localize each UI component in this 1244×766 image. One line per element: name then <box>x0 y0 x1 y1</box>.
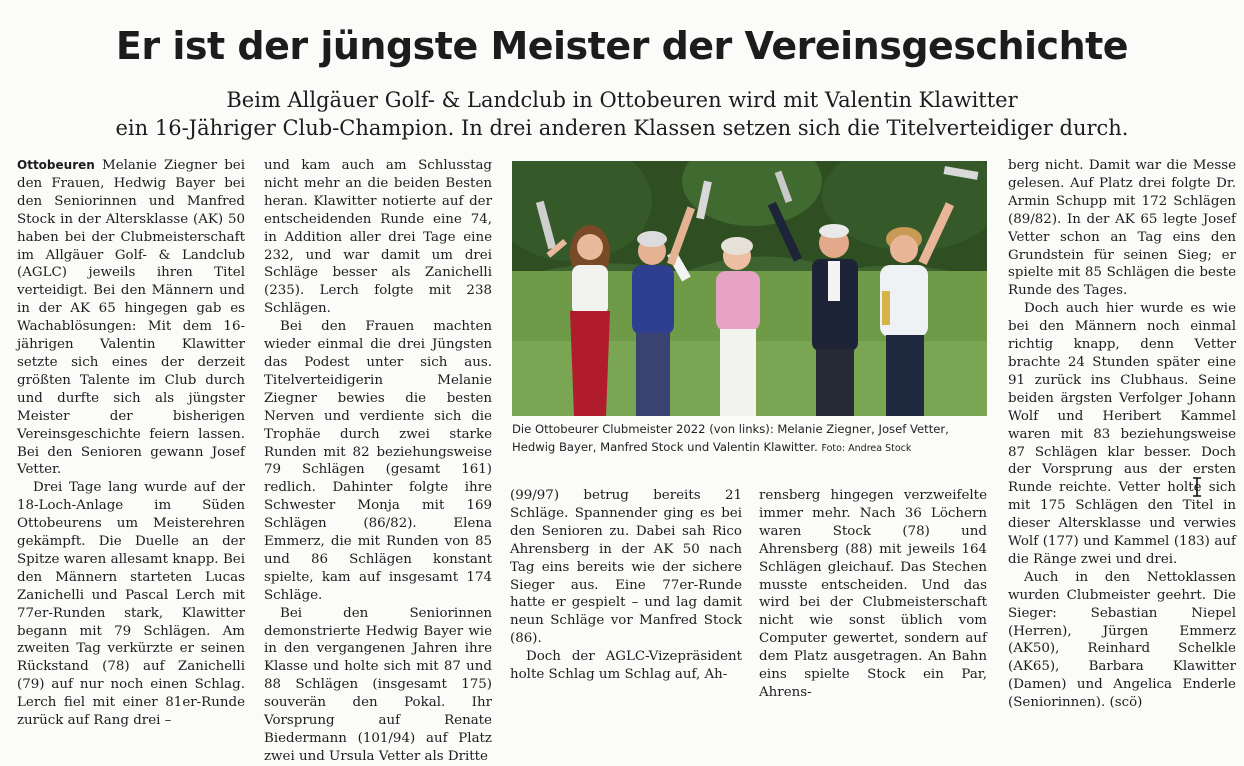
subheadline-line-2: ein 16-Jähriger Club-Champion. In drei anderen Klassen setzen sich die Titelverteidiger durch. <box>115 116 1129 140</box>
paragraph: Auch in den Nettoklassen wurden Clubmeister geehrt. Die Sieger: Sebastian Niepel (Herren), Jürgen Emmerz (AK50), Reinhard Schelkle (AK65), Barbara Klawitter (Damen) und Angelica Enderle (Seniorinnen). (scö) <box>1008 569 1236 711</box>
paragraph: Bei den Frauen machten wieder einmal die drei Jüngsten das Podest unter sich aus. Titelverteidigerin Melanie Ziegner bewies die besten Nerven und verdiente sich die Trophäe durch zwei starke Runden mit 82 beziehungsweise 79 Schlägen (gesamt 161) redlich. Dahinter folgte ihre Schwester Monja mit 169 Schlägen (86/82). Elena Emmerz, die mit Runden von 85 und 86 Schlägen konstant spielte, kam auf insgesamt 174 Schläge. <box>264 319 492 603</box>
subheadline-line-1: Beim Allgäuer Golf- & Landclub in Ottobeuren wird mit Valentin Klawitter <box>226 88 1018 112</box>
paragraph: Bei den Seniorinnen demonstrierte Hedwig Bayer wie in den vergangenen Jahren ihre Klasse und holte sich mit 87 und 88 Schlägen (insgesamt 175) souverän den Pokal. Ihr Vorsprung auf Renate Biedermann (101/94) auf Platz zwei und Ursula Vetter als Dritte <box>264 605 492 764</box>
dateline: Ottobeuren <box>17 158 95 172</box>
clubmeister-photo <box>512 161 987 416</box>
column-1 <box>17 157 245 730</box>
column-2 <box>264 157 492 766</box>
headline: Er ist der jüngste Meister der Vereinsgeschichte <box>115 24 1129 68</box>
text-cursor-icon <box>1190 476 1204 498</box>
paragraph: Doch der AGLC-Vizepräsident holte Schlag um Schlag auf, Ah- <box>510 649 742 683</box>
caption-text: Die Ottobeurer Clubmeister 2022 (von links): Melanie Ziegner, Josef Vetter, Hedwig Bayer, Manfred Stock und Valentin Klawitter. <box>512 422 949 454</box>
column-4 <box>759 487 987 702</box>
paragraph: Doch auch hier wurde es wie bei den Männern noch einmal richtig knapp, denn Vetter brachte 24 Stunden später eine 91 zurück ins Clubhaus. Seine beiden ärgsten Verfolger Johann Wolf und Heribert Kammel waren mit 83 beziehungsweise 87 Schlägen klar besser. Doch der Vorsprung aus der ersten Runde reichte. Vetter holte sich mit 175 Schlägen den Titel in dieser Altersklasse und verwies Wolf (177) und Kammel (183) auf die Ränge zwei und drei. <box>1008 301 1236 567</box>
column-3 <box>510 487 742 684</box>
photo-caption <box>512 421 987 457</box>
photo-credit: Foto: Andrea Stock <box>821 442 912 454</box>
paragraph: rensberg hingegen verzweifelte immer mehr. Nach 36 Löchern waren Stock (78) und Ahrensberg (88) mit jeweils 164 Schlägen gleichauf. Das Stechen musste entscheiden. Und das wird bei der Clubmeisterschaft nicht wie sonst üblich vom Computer gewertet, sondern auf dem Platz ausgetragen. An Bahn eins spielte Stock ein Par, Ahrens- <box>759 488 987 700</box>
paragraph: und kam auch am Schlusstag nicht mehr an die beiden Besten heran. Klawitter notierte auf der entscheidenden Runde eine 74, in Addition aller drei Tage eine 232, und war damit um drei Schläge besser als Zanichelli (235). Lerch folgte mit 238 Schlägen. <box>264 158 492 317</box>
paragraph: (99/97) betrug bereits 21 Schläge. Spannender ging es bei den Senioren zu. Dabei sah Rico Ahrensberg in der AK 50 nach Tag eins bereits wie der sichere Sieger aus. Eine 77er-Runde hatte er gespielt – und lag damit neun Schläge vor Manfred Stock (86). <box>510 488 742 647</box>
paragraph: Drei Tage lang wurde auf der 18-Loch-Anlage im Süden Ottobeurens um Meisterehren gekämpft. Die Duelle an der Spitze waren allesamt knapp. Bei den Männern starteten Lucas Zanichelli und Pascal Lerch mit 77er-Runden stark, Klawitter begann mit 79 Schlägen. Am zweiten Tag verkürzte er seinen Rückstand (78) auf Zanichelli (79) auf nur noch einen Schlag. Lerch fiel mit einer 81er-Runde zurück auf Rang drei – <box>17 480 245 729</box>
photo-illustration <box>512 161 987 416</box>
paragraph <box>17 157 245 479</box>
column-5 <box>1008 157 1236 712</box>
paragraph: berg nicht. Damit war die Messe gelesen. Auf Platz drei folgte Dr. Armin Schupp mit 172 Schlägen (89/82). In der AK 65 legte Josef Vetter schon an Tag eins den Grundstein für seinen Sieg; er spielte mit 85 Schlägen die beste Runde des Tages. <box>1008 158 1236 299</box>
paragraph-text: Melanie Ziegner bei den Frauen, Hedwig Bayer bei den Seniorinnen und Manfred Stock in der Altersklasse (AK) 50 haben bei der Clubmeisterschaft im Allgäuer Golf- & Landclub (AGLC) jeweils ihren Titel verteidigt. Bei den Männern und in der AK 65 hingegen gab es Wachablösungen: Mit dem 16-jährigen Valentin Klawitter setzte sich eines der derzeit größten Talente im Club durch und durfte sich als jüngster Meister der bisherigen Vereinsgeschichte feiern lassen. Bei den Senioren gewann Josef Vetter. <box>17 158 245 478</box>
